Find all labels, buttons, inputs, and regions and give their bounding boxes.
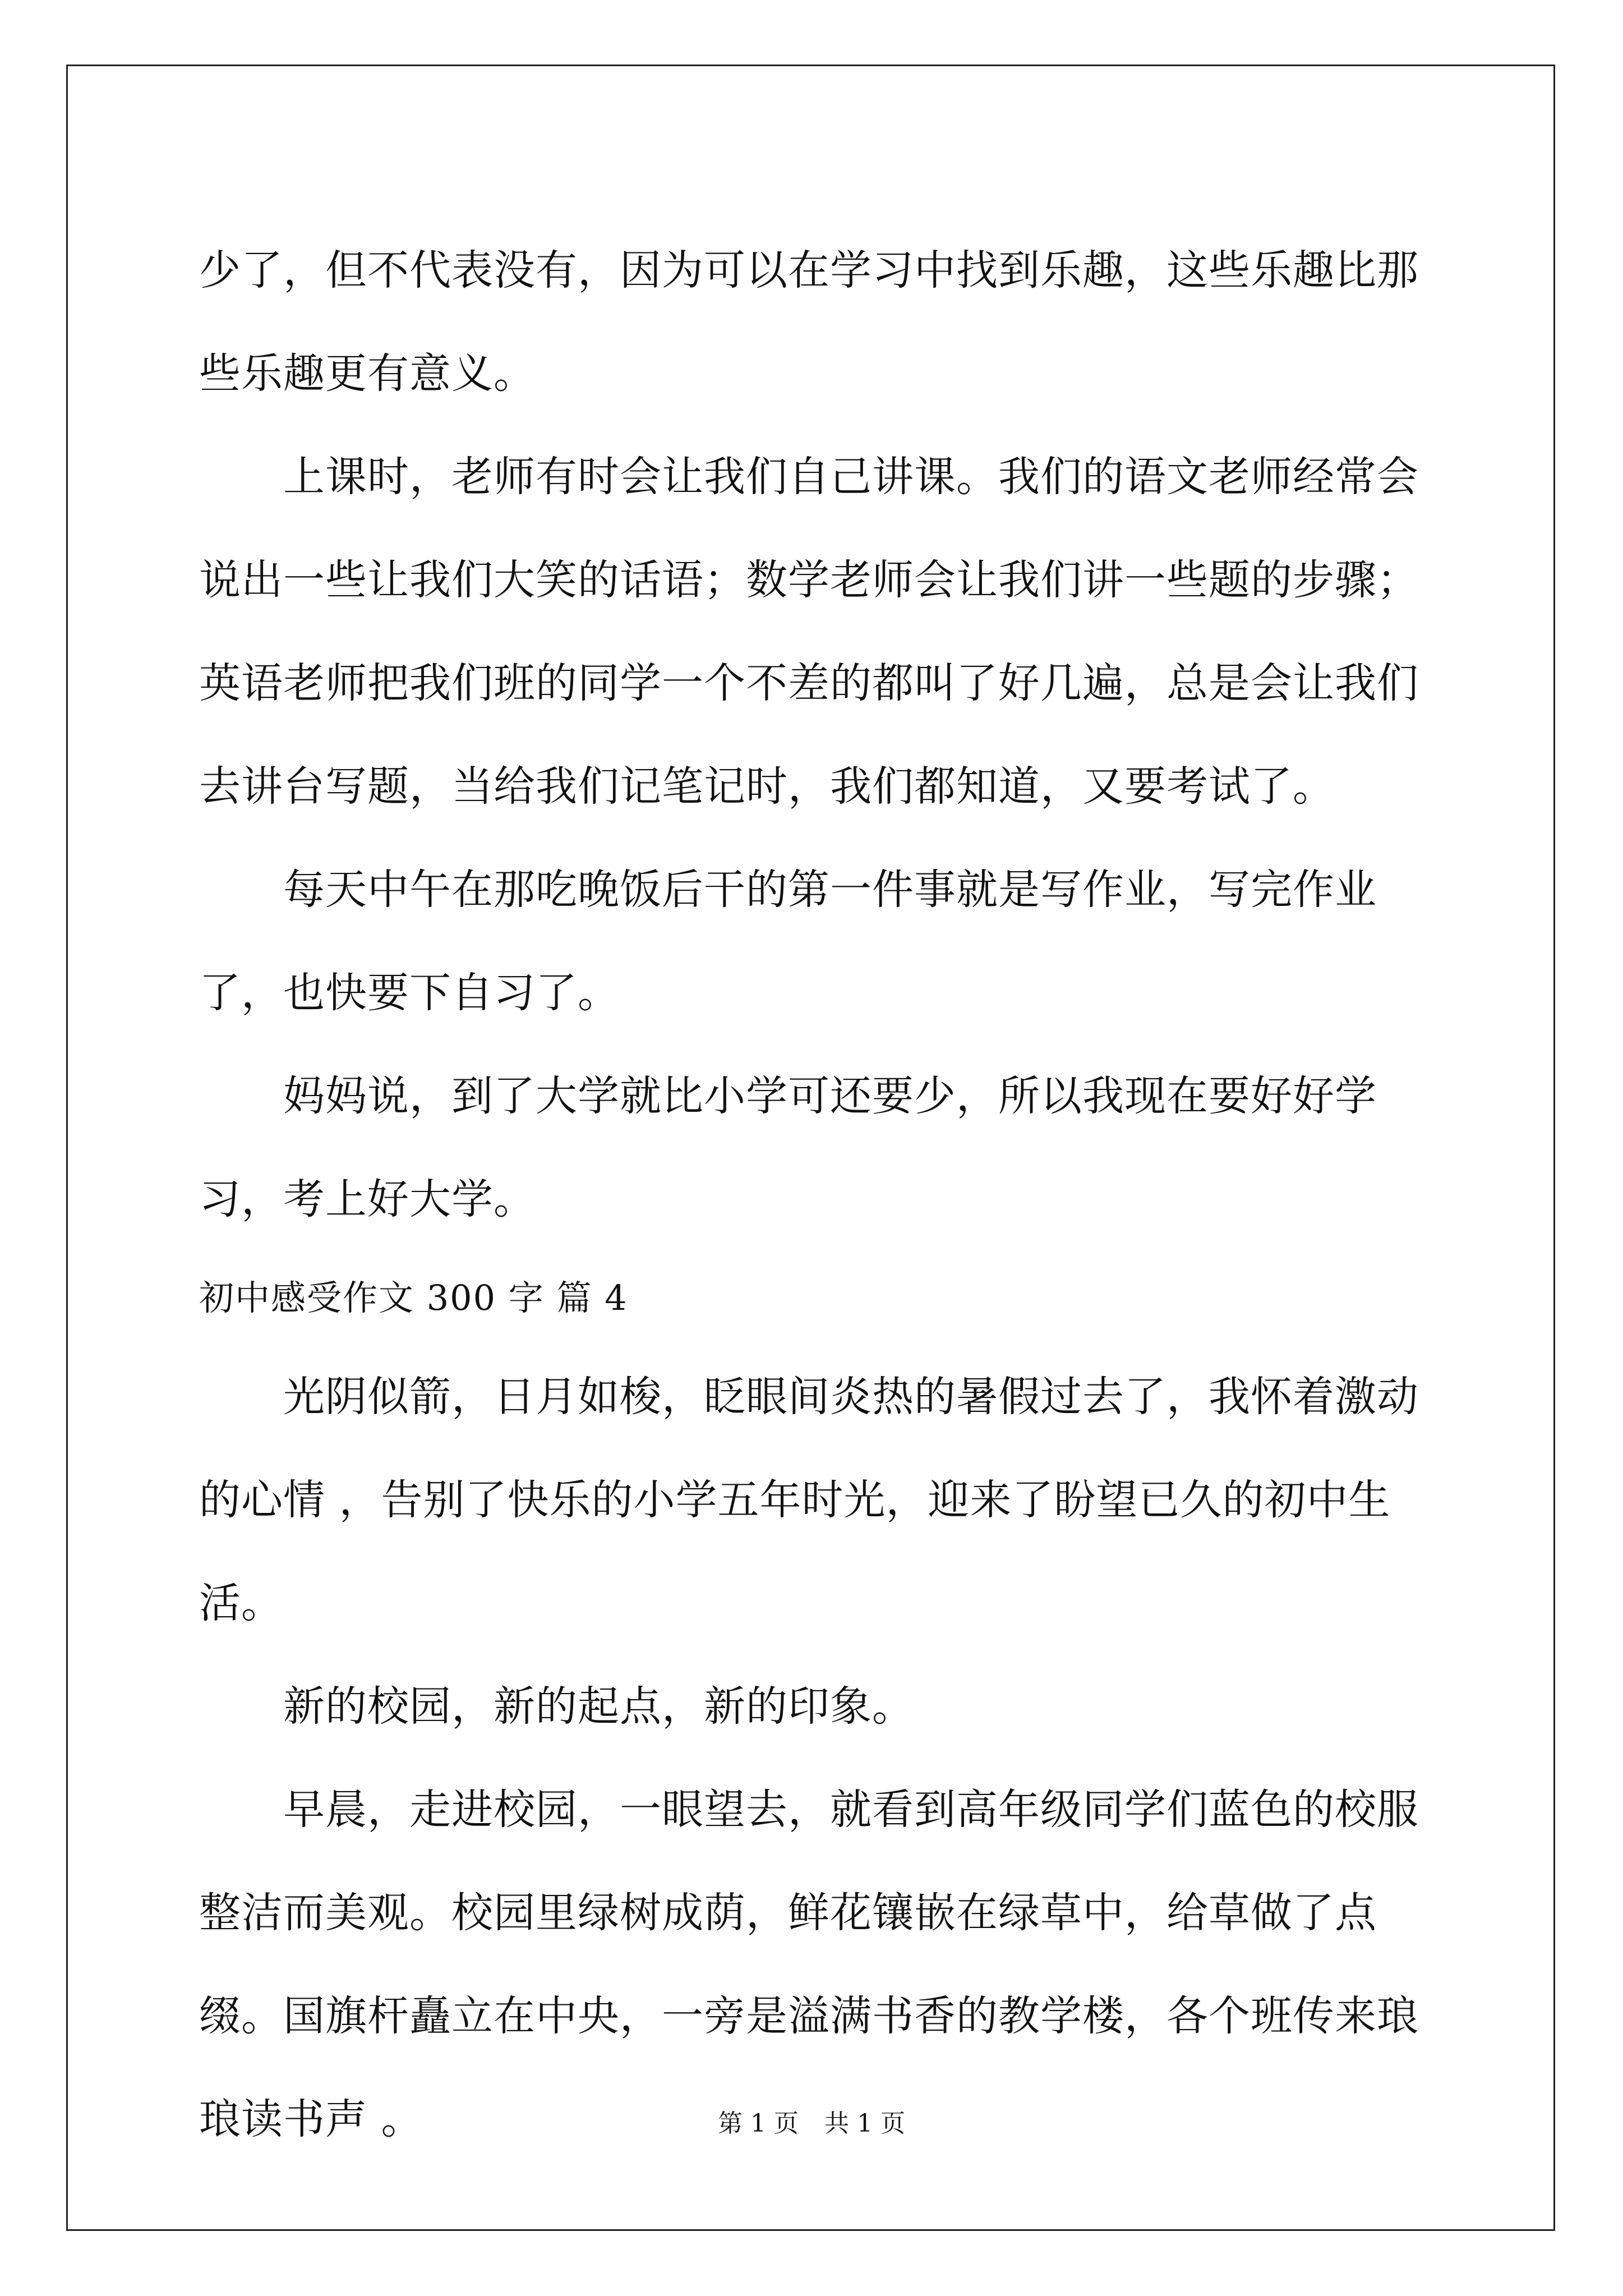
paragraph: 妈妈说，到了大学就比小学可还要少，所以我现在要好好学习，考上好大学。: [199, 1072, 1377, 1223]
page-number: 第 1 页: [718, 2109, 799, 2138]
page-footer: [0, 2107, 1623, 2141]
paragraph: 光阴似箭，日月如梭，眨眼间炎热的暑假过去了，我怀着激动的心情 ，告别了快乐的小学五年时光，迎来了盼望已久的初中生活。: [199, 1373, 1419, 1627]
paragraph: 上课时，老师有时会让我们自己讲课。我们的语文老师经常会说出一些让我们大笑的话语；数学老师会让我们讲一些题的步骤；英语老师把我们班的同学一个不差的都叫了好几遍，总是会让我们去讲台写题，当给我们记笔记时，我们都知道，又要考试了。: [199, 453, 1419, 811]
section-heading: 初中感受作文 300 字 篇 4: [199, 1277, 628, 1318]
document-body: [199, 219, 1422, 2171]
page-total: 共 1 页: [824, 2109, 905, 2138]
paragraph: 少了，但不代表没有，因为可以在学习中找到乐趣，这些乐趣比那些乐趣更有意义。: [199, 246, 1419, 398]
paragraph: 每天中午在那吃晚饭后干的第一件事就是写作业，写完作业了，也快要下自习了。: [199, 866, 1377, 1017]
paragraph: 早晨，走进校园，一眼望去，就看到高年级同学们蓝色的校服整洁而美观。校园里绿树成荫，鲜花镶嵌在绿草中，给草做了点缀。国旗杆矗立在中央，一旁是溢满书香的教学楼，各个班传来琅琅读书声 。: [199, 1786, 1419, 2143]
paragraph: 新的校园，新的起点，新的印象。: [283, 1682, 914, 1731]
